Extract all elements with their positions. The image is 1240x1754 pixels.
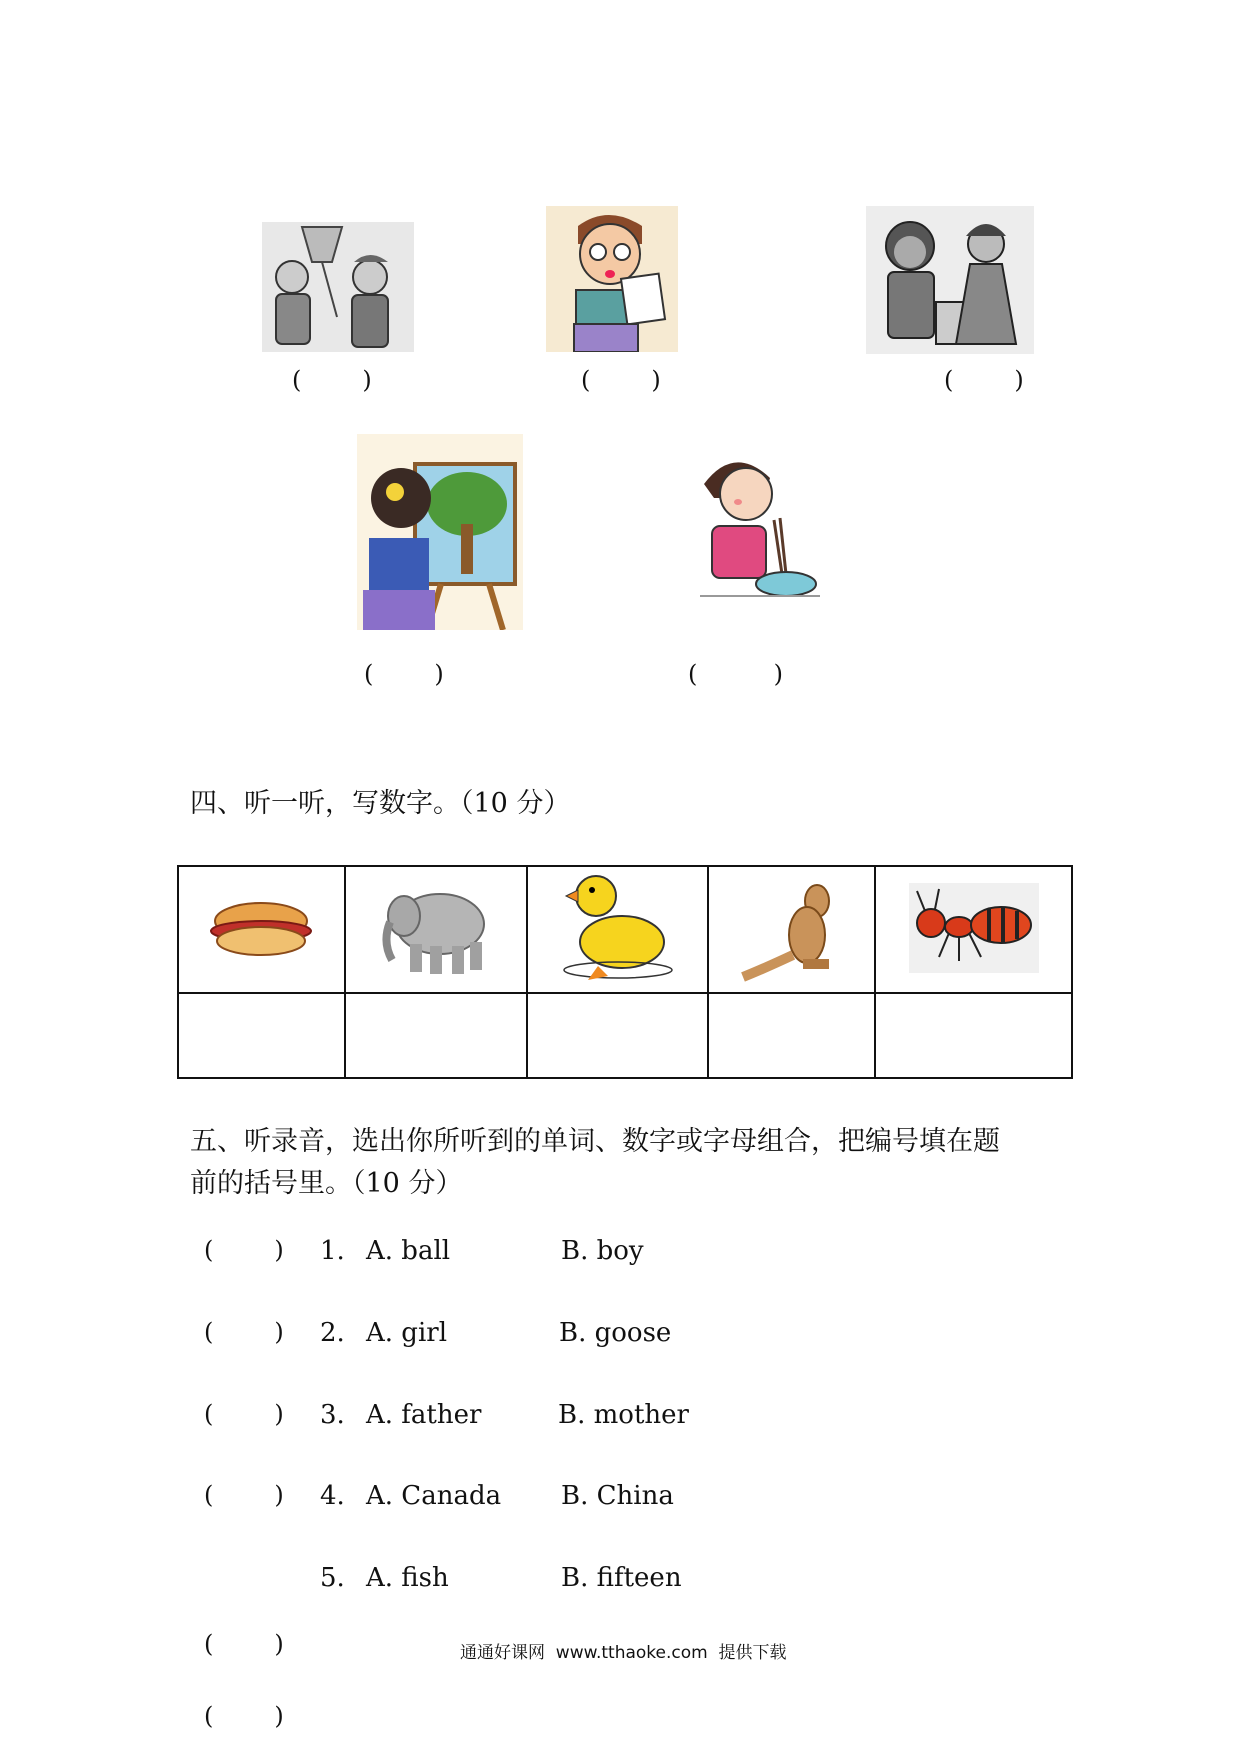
question-4 bbox=[204, 1481, 1104, 1517]
question-paren[interactable]: ( ) bbox=[204, 1318, 284, 1346]
ant-icon bbox=[909, 883, 1039, 973]
question-1 bbox=[204, 1236, 1104, 1272]
kangaroo-icon bbox=[737, 873, 847, 983]
question-number: 1. bbox=[320, 1236, 345, 1266]
table-cell bbox=[178, 866, 345, 993]
woman-eating-picture bbox=[694, 444, 820, 610]
question-number: 5. bbox=[320, 1563, 345, 1593]
question-number: 2. bbox=[320, 1318, 345, 1348]
answer-cell[interactable] bbox=[527, 993, 709, 1078]
section4-heading: 四、听一听，写数字。（10 分） bbox=[190, 788, 571, 819]
girls-talking-picture bbox=[866, 206, 1034, 354]
option-a: A. Canada bbox=[366, 1481, 502, 1511]
duck-icon bbox=[558, 870, 678, 985]
answer-cell[interactable] bbox=[875, 993, 1072, 1078]
option-a: A. ball bbox=[366, 1236, 451, 1266]
question-2 bbox=[204, 1318, 1104, 1354]
option-b: B. boy bbox=[561, 1236, 644, 1266]
question-number: 3. bbox=[320, 1400, 345, 1430]
answer-paren-5[interactable]: ( ) bbox=[688, 660, 784, 688]
option-b: B. goose bbox=[559, 1318, 672, 1348]
option-a: A. father bbox=[366, 1400, 482, 1430]
answer-cell[interactable] bbox=[178, 993, 345, 1078]
question-number: 4. bbox=[320, 1481, 345, 1511]
extra-answer-paren[interactable]: ( ) bbox=[204, 1630, 284, 1658]
option-b: B. fifteen bbox=[561, 1563, 682, 1593]
table-cell bbox=[345, 866, 527, 993]
girl-painting-picture bbox=[357, 434, 523, 630]
kite-kids-picture bbox=[262, 222, 414, 352]
question-paren[interactable]: ( ) bbox=[204, 1236, 284, 1264]
boy-reading-paper-picture bbox=[546, 206, 678, 352]
footer-source: 通通好课网 www.tthaoke.com 提供下载 bbox=[460, 1643, 787, 1663]
option-a: A. girl bbox=[366, 1318, 448, 1348]
animal-number-table bbox=[177, 865, 1073, 1079]
answer-paren-2[interactable]: ( ) bbox=[581, 366, 661, 394]
answer-paren-3[interactable]: ( ) bbox=[944, 366, 1024, 394]
table-cell bbox=[708, 866, 875, 993]
section5-heading-line2: 前的括号里。（10 分） bbox=[190, 1168, 463, 1199]
option-a: A. fish bbox=[366, 1563, 449, 1593]
question-3 bbox=[204, 1400, 1104, 1436]
question-paren[interactable]: ( ) bbox=[204, 1481, 284, 1509]
question-5 bbox=[204, 1563, 1104, 1599]
elephant-icon bbox=[376, 878, 496, 978]
extra-answer-paren[interactable]: ( ) bbox=[204, 1702, 284, 1730]
answer-cell[interactable] bbox=[708, 993, 875, 1078]
question-paren[interactable]: ( ) bbox=[204, 1400, 284, 1428]
answer-paren-1[interactable]: ( ) bbox=[292, 366, 372, 394]
answer-paren-4[interactable]: ( ) bbox=[364, 660, 444, 688]
option-b: B. mother bbox=[558, 1400, 689, 1430]
table-cell bbox=[527, 866, 709, 993]
hotdog-icon bbox=[206, 893, 316, 963]
table-cell bbox=[875, 866, 1072, 993]
option-b: B. China bbox=[561, 1481, 674, 1511]
section5-heading-line1: 五、听录音，选出你所听到的单词、数字或字母组合，把编号填在题 bbox=[190, 1126, 1000, 1157]
answer-cell[interactable] bbox=[345, 993, 527, 1078]
